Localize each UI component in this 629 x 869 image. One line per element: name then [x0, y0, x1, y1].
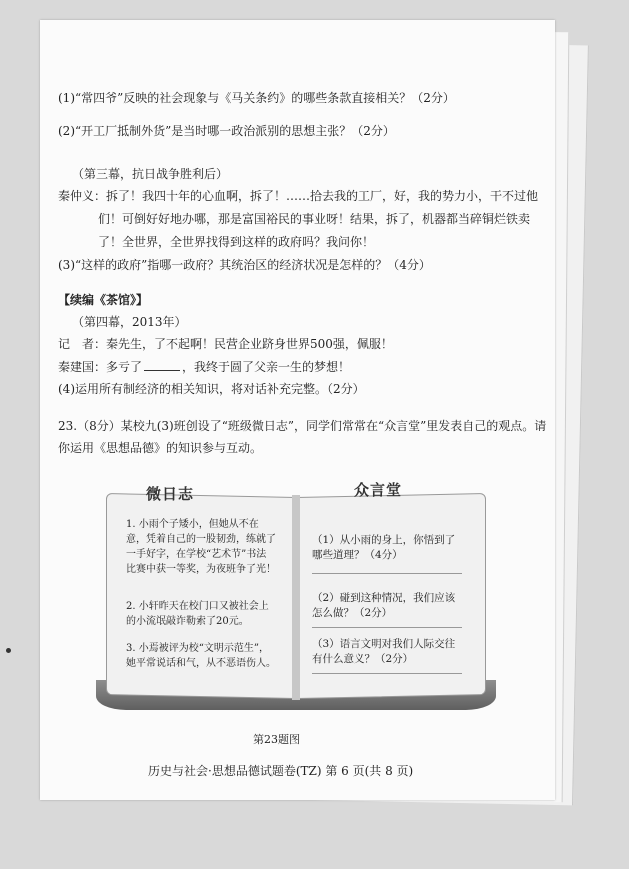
question-3: (3)“这样的政府”指哪一政府？其统治区的经济状况是怎样的？（4分）: [58, 258, 431, 272]
answer-line[interactable]: [312, 573, 462, 574]
question-23: 23.（8分）某校九(3)班创设了“班级微日志”，同学们常常在“众言堂”里发表自己的观点。请: [58, 419, 547, 433]
diary-entry: 1. 小雨个子矮小，但她从不在意，凭着自己的一股韧劲，练就了一手好字，在学校“艺术节”书法比赛中获一等奖，为夜班争了光！: [126, 519, 276, 575]
forum-question: （1）从小雨的身上，你悟到了哪些道理？（4分）: [312, 534, 456, 561]
dialogue-text: 秦建国：多亏了: [58, 360, 143, 374]
question-2: (2)“开工厂抵制外货”是当时哪一政治派别的思想主张？（2分）: [58, 124, 395, 138]
forum-heading: 众言堂: [354, 481, 403, 499]
answer-line[interactable]: [312, 627, 462, 628]
figure-caption: 第23题图: [253, 733, 300, 746]
act4-dialogue-line: [58, 359, 350, 375]
book-spine: [292, 495, 300, 700]
forum-question: （2）碰到这种情况，我们应该怎么做？（2分）: [312, 592, 456, 619]
forum-question: （3）语言文明对我们人际交往有什么意义？（2分）: [312, 638, 456, 665]
micro-diary-heading: 微日志: [146, 485, 195, 503]
act4-dialogue-line: 记 者：秦先生，了不起啊！民营企业跻身世界500强，佩服！: [58, 337, 393, 351]
act3-dialogue-line: 们！可倒好好地办哪，那是富国裕民的事业呀！结果，拆了，机器都当碎铜烂铁卖: [98, 212, 531, 226]
answer-blank[interactable]: [144, 360, 180, 371]
act3-heading: （第三幕，抗日战争胜利后）: [72, 167, 229, 181]
act3-dialogue-line: 秦仲义：拆了！我四十年的心血啊，拆了！……拾去我的工厂，好，我的势力小，干不过他: [58, 189, 539, 203]
act3-dialogue-line: 了！全世界，全世界找得到这样的政府吗？我问你！: [98, 235, 375, 249]
exam-page: [40, 20, 555, 800]
diary-entry: 2. 小轩昨天在校门口又被社会上的小流氓敲诈勒索了20元。: [126, 601, 269, 627]
binding-hole: [6, 648, 11, 653]
dialogue-text: ，我终于圆了父亲一生的梦想！: [182, 360, 351, 374]
diary-entry: 3. 小焉被评为校“文明示范生”，她平常说话和气，从不恶语伤人。: [126, 643, 276, 669]
continuation-heading: 【续编《茶馆》】: [58, 293, 149, 307]
question-4: (4)运用所有制经济的相关知识，将对话补充完整。（2分）: [58, 382, 365, 396]
answer-line[interactable]: [312, 673, 462, 674]
question-1: (1)“常四爷”反映的社会现象与《马关条约》的哪些条款直接相关？（2分）: [58, 91, 455, 105]
question-23: 你运用《思想品德》的知识参与互动。: [58, 441, 263, 455]
page-footer: 历史与社会·思想品德试题卷(TZ) 第 6 页(共 8 页): [148, 764, 414, 778]
act4-heading: （第四幕，2013年）: [72, 315, 187, 329]
book-illustration: [106, 475, 486, 740]
